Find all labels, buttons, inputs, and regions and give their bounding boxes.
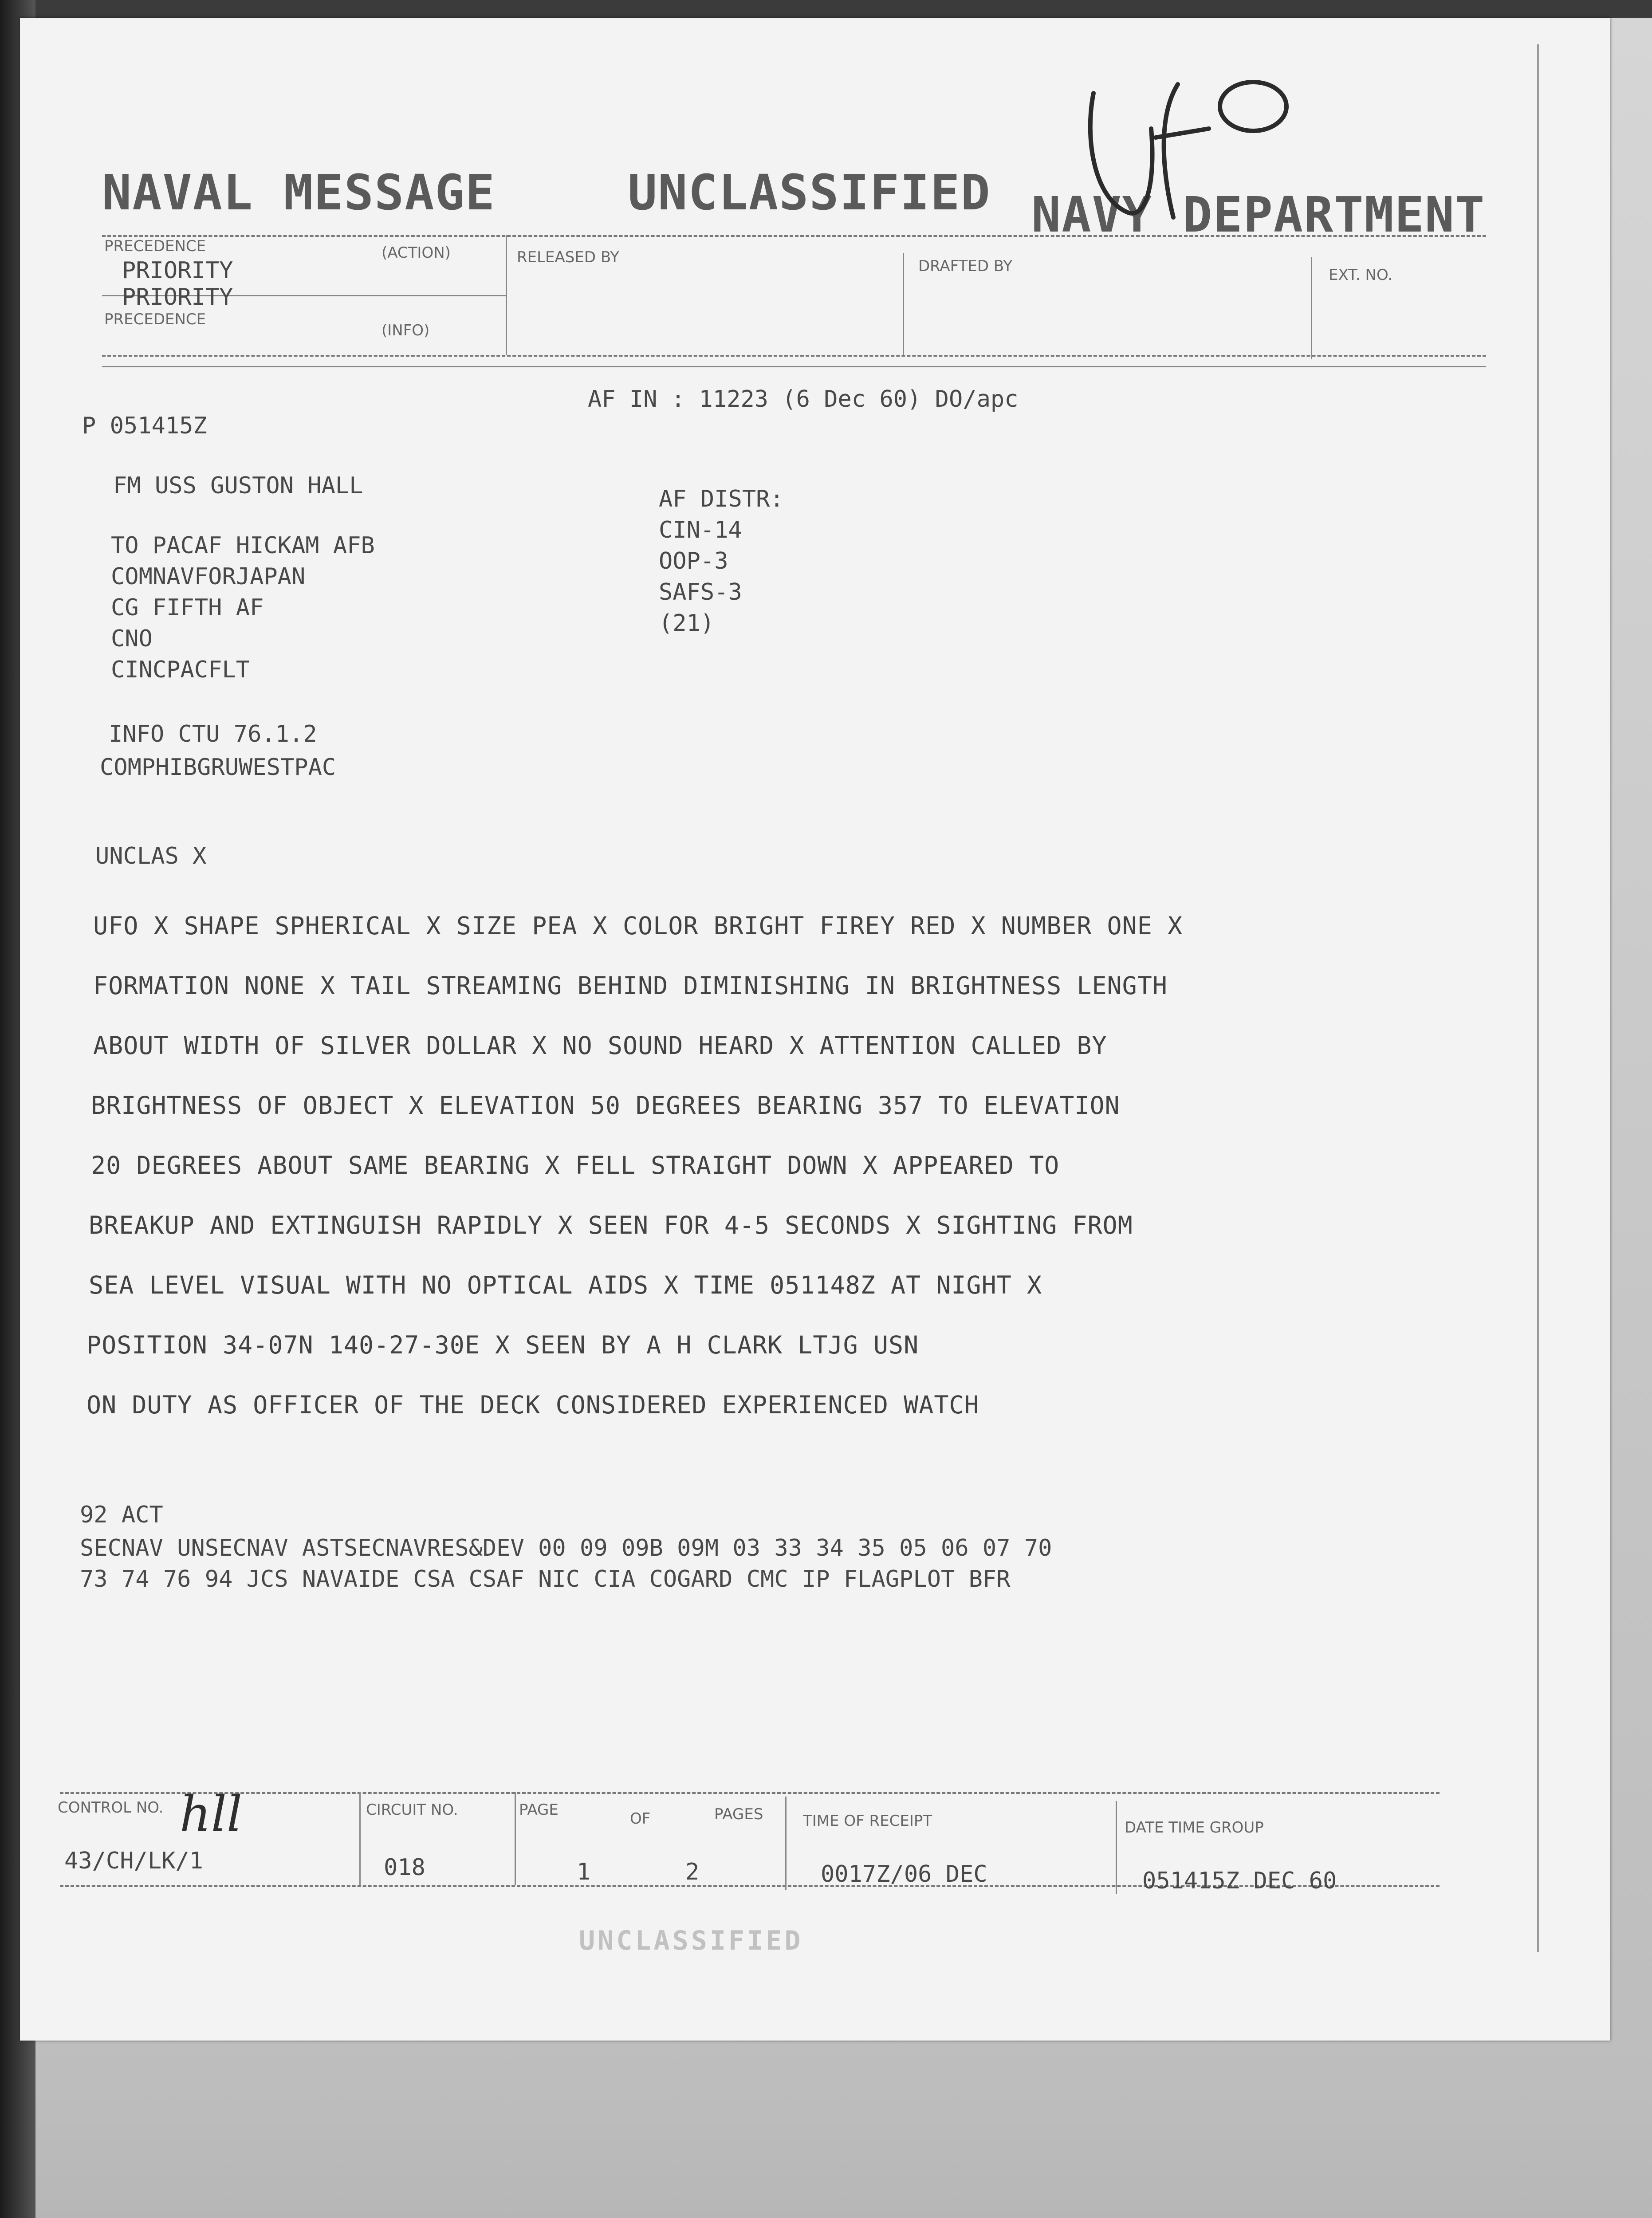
routing-box-bottom-rule	[102, 355, 1486, 357]
af-distr-line: CIN-14	[659, 517, 742, 543]
info-label: (INFO)	[382, 322, 430, 339]
message-body-line: 20 DEGREES ABOUT SAME BEARING X FELL STRAIGHT DOWN X APPEARED TO	[91, 1151, 1060, 1180]
af-in-line: AF IN : 11223 (6 Dec 60) DO/apc	[588, 386, 1019, 413]
drafted-by-label: DRAFTED BY	[918, 257, 1013, 275]
to-line: CG FIFTH AF	[111, 594, 264, 621]
af-distr-line: OOP-3	[659, 548, 728, 574]
header-center-title: UNCLASSIFIED	[628, 164, 991, 221]
af-distr-line: (21)	[659, 610, 715, 637]
date-time-group-value: 051415Z DEC 60	[1142, 1868, 1337, 1894]
circuit-no-label: CIRCUIT NO.	[366, 1801, 458, 1819]
message-body-line: ON DUTY AS OFFICER OF THE DECK CONSIDERED EXPERIENCED WATCH	[87, 1391, 979, 1419]
naval-message-sheet	[20, 18, 1610, 2041]
info-addressee-line: INFO CTU 76.1.2	[109, 721, 317, 747]
page-value: 1	[577, 1859, 591, 1885]
info-addressee-line: COMPHIBGRUWESTPAC	[100, 754, 336, 781]
routing-box-divider-3	[1311, 257, 1312, 359]
precedence-label-top: PRECEDENCE	[104, 237, 206, 255]
precedence-label-bottom: PRECEDENCE	[104, 311, 206, 328]
distribution-line: 73 74 76 94 JCS NAVAIDE CSA CSAF NIC CIA COGARD CMC IP FLAGPLOT BFR	[80, 1566, 1011, 1593]
header-right-title: NAVY DEPARTMENT	[1031, 186, 1486, 243]
pages-label: PAGES	[714, 1805, 763, 1823]
handwritten-ufo-mark	[1076, 67, 1306, 235]
routing-box-divider-2	[903, 253, 904, 355]
message-body-line: FORMATION NONE X TAIL STREAMING BEHIND DIMINISHING IN BRIGHTNESS LENGTH	[93, 971, 1168, 1000]
action-precedence-value: PRIORITY	[122, 257, 233, 284]
message-body-line: BREAKUP AND EXTINGUISH RAPIDLY X SEEN FOR 4-5 SECONDS X SIGHTING FROM	[89, 1211, 1133, 1239]
right-edge-streak	[1537, 44, 1539, 1952]
message-body-line: POSITION 34-07N 140-27-30E X SEEN BY A H CLARK LTJG USN	[87, 1331, 919, 1359]
circuit-no-value: 018	[384, 1854, 425, 1881]
released-by-label: RELEASED BY	[517, 248, 620, 266]
routing-box-bottom-rule-2	[102, 366, 1486, 367]
header-left-title: NAVAL MESSAGE	[102, 164, 496, 221]
time-of-receipt-value: 0017Z/06 DEC	[821, 1861, 987, 1888]
routing-box-divider-1	[506, 235, 507, 355]
to-line: CINCPACFLT	[111, 657, 250, 683]
control-no-value: 43/CH/LK/1	[64, 1848, 204, 1874]
info-precedence-value: PRIORITY	[122, 284, 233, 311]
classification-line: UNCLAS X	[95, 843, 207, 869]
message-body-line: ABOUT WIDTH OF SILVER DOLLAR X NO SOUND HEARD X ATTENTION CALLED BY	[93, 1031, 1107, 1060]
footer-top-rule	[60, 1792, 1440, 1794]
distribution-line: SECNAV UNSECNAV ASTSECNAVRES&DEV 00 09 09B 09M 03 33 34 35 05 06 07 70	[80, 1535, 1052, 1561]
to-line: CNO	[111, 625, 153, 652]
time-of-receipt-label: TIME OF RECEIPT	[803, 1812, 932, 1830]
distribution-line: 92 ACT	[80, 1502, 163, 1528]
action-label: (ACTION)	[382, 244, 451, 262]
to-line: COMNAVFORJAPAN	[111, 563, 306, 590]
routing-box-top-rule	[102, 235, 1486, 237]
dtg-line: P 051415Z	[82, 413, 207, 439]
of-label: OF	[630, 1810, 651, 1828]
footer-divider-1	[359, 1792, 361, 1885]
af-distr-label: AF DISTR:	[659, 486, 784, 512]
bottom-classification-stamp: UNCLASSIFIED	[579, 1925, 803, 1956]
pages-value: 2	[685, 1859, 700, 1885]
message-body-line: UFO X SHAPE SPHERICAL X SIZE PEA X COLOR BRIGHT FIREY RED X NUMBER ONE X	[93, 912, 1183, 940]
message-body-line: BRIGHTNESS OF OBJECT X ELEVATION 50 DEGREES BEARING 357 TO ELEVATION	[91, 1091, 1120, 1120]
date-time-group-label: DATE TIME GROUP	[1125, 1819, 1264, 1837]
footer-divider-4	[1116, 1801, 1117, 1894]
page-label: PAGE	[519, 1801, 559, 1819]
footer-divider-3	[785, 1797, 787, 1890]
control-no-label: CONTROL NO.	[58, 1799, 164, 1817]
footer-divider-2	[515, 1792, 516, 1885]
to-line: TO PACAF HICKAM AFB	[111, 532, 375, 559]
af-distr-line: SAFS-3	[659, 579, 742, 606]
film-edge-top	[0, 0, 1652, 18]
message-body-line: SEA LEVEL VISUAL WITH NO OPTICAL AIDS X TIME 051148Z AT NIGHT X	[89, 1271, 1042, 1299]
control-initials: hll	[180, 1785, 243, 1842]
ext-no-label: EXT. NO.	[1329, 266, 1393, 284]
from-line: FM USS GUSTON HALL	[113, 472, 363, 499]
